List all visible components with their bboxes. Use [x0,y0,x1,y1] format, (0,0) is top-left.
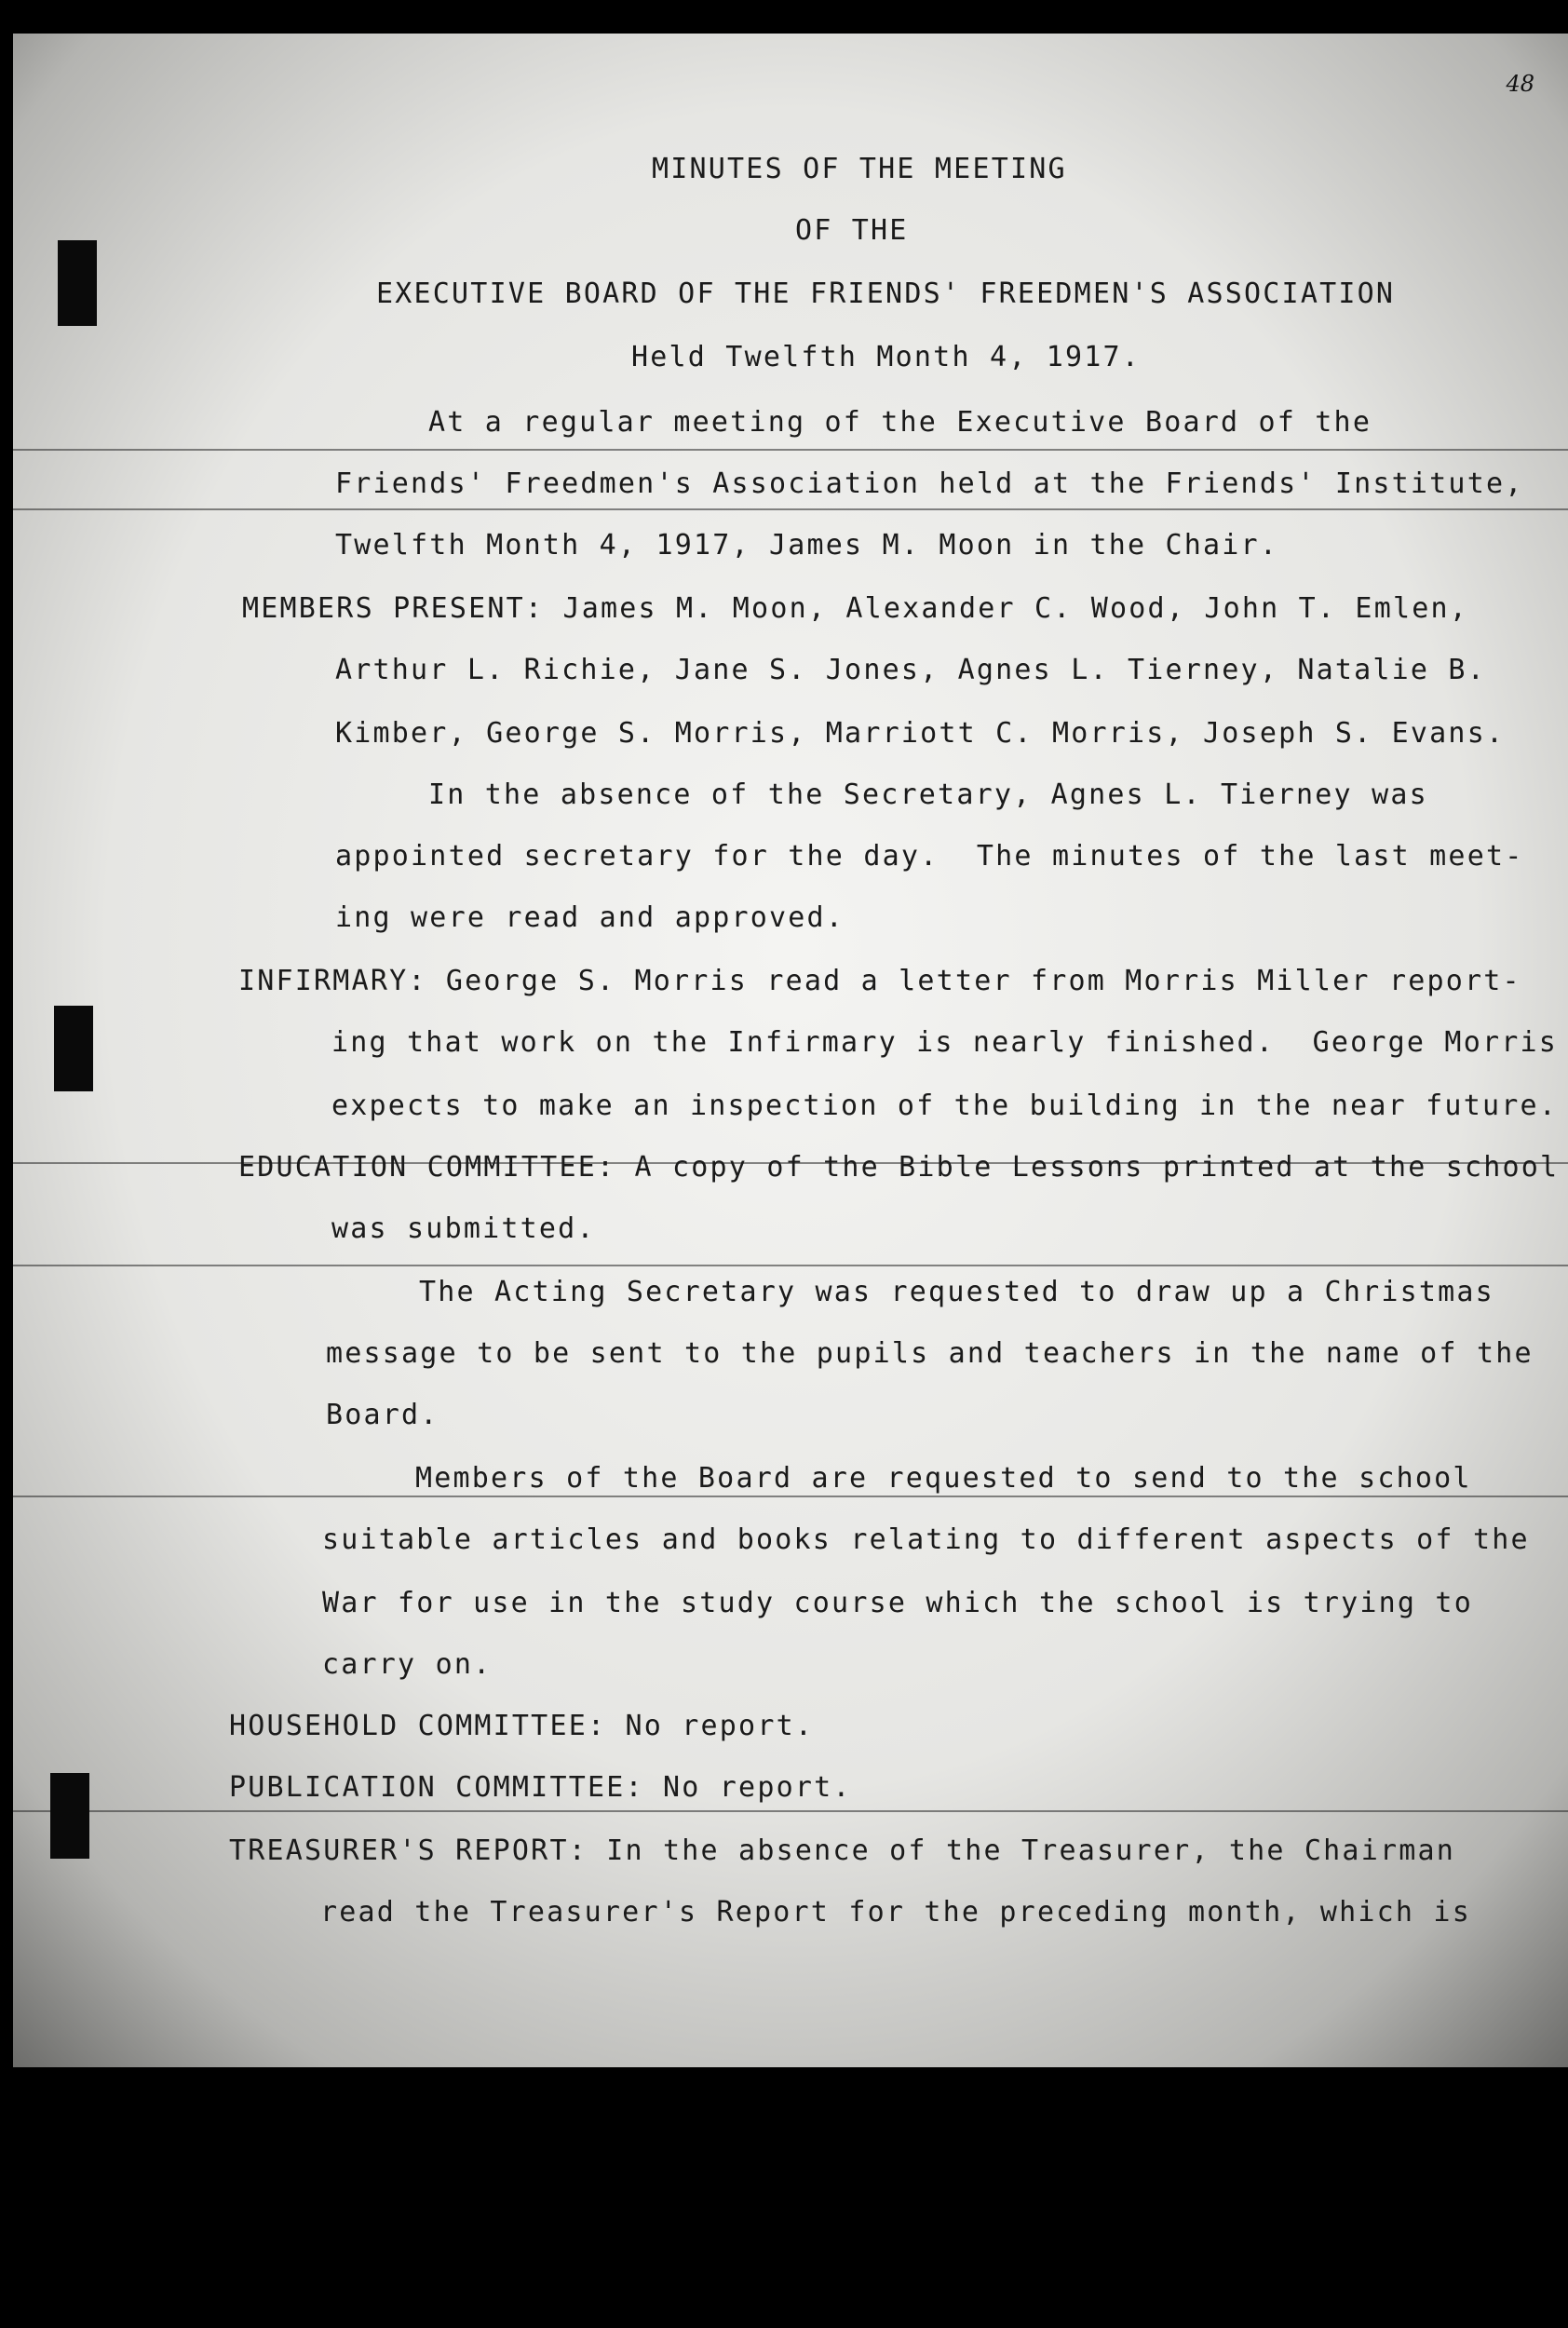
body-line: ing were read and approved. [335,901,845,934]
body-line: Kimber, George S. Morris, Marriott C. Morris, Joseph S. Evans. [335,717,1506,750]
body-line: TREASURER'S REPORT: In the absence of the Treasurer, the Chairman [229,1834,1455,1867]
body-line: PUBLICATION COMMITTEE: No report. [229,1771,852,1804]
body-line: was submitted. [331,1212,596,1245]
body-line: Twelfth Month 4, 1917, James M. Moon in the Chair. [335,529,1279,562]
body-line: MEMBERS PRESENT: James M. Moon, Alexander C. Wood, John T. Emlen, [242,592,1468,625]
body-line: ing that work on the Infirmary is nearly finished. George Morris [331,1026,1558,1059]
redaction-marker [58,240,97,326]
body-line: Friends' Freedmen's Association held at the Friends' Institute, [335,467,1524,500]
body-line: EDUCATION COMMITTEE: A copy of the Bible Lessons printed at the school [238,1151,1560,1184]
body-line: Board. [326,1399,439,1431]
body-line: read the Treasurer's Report for the preceding month, which is [320,1896,1471,1929]
body-line: INFIRMARY: George S. Morris read a letter from Morris Miller report- [238,965,1521,997]
title-line: EXECUTIVE BOARD OF THE FRIENDS' FREEDMEN'S ASSOCIATION [376,277,1396,310]
body-line: expects to make an inspection of the building in the near future. [331,1090,1558,1122]
body-line: The Acting Secretary was requested to draw up a Christmas [419,1276,1494,1308]
body-line: Members of the Board are requested to send to the school [415,1462,1472,1495]
document-page [13,34,1568,2067]
page-number: 48 [1506,71,1534,97]
body-line: message to be sent to the pupils and teachers in the name of the [326,1337,1534,1370]
body-line: At a regular meeting of the Executive Board of the [428,406,1372,439]
body-line: HOUSEHOLD COMMITTEE: No report. [229,1710,815,1742]
redaction-marker [50,1773,89,1859]
body-line: suitable articles and books relating to different aspects of the [322,1523,1530,1556]
body-line: carry on. [322,1648,493,1681]
date-line: Held Twelfth Month 4, 1917. [631,341,1142,373]
redaction-marker [54,1006,93,1091]
body-line: Arthur L. Richie, Jane S. Jones, Agnes L. Tierney, Natalie B. [335,654,1486,686]
body-line: appointed secretary for the day. The minutes of the last meet- [335,840,1524,873]
body-line: War for use in the study course which the school is trying to [322,1587,1473,1619]
title-line: OF THE [795,214,909,247]
body-line: In the absence of the Secretary, Agnes L. Tierney was [428,778,1428,811]
title-line: MINUTES OF THE MEETING [652,153,1067,185]
